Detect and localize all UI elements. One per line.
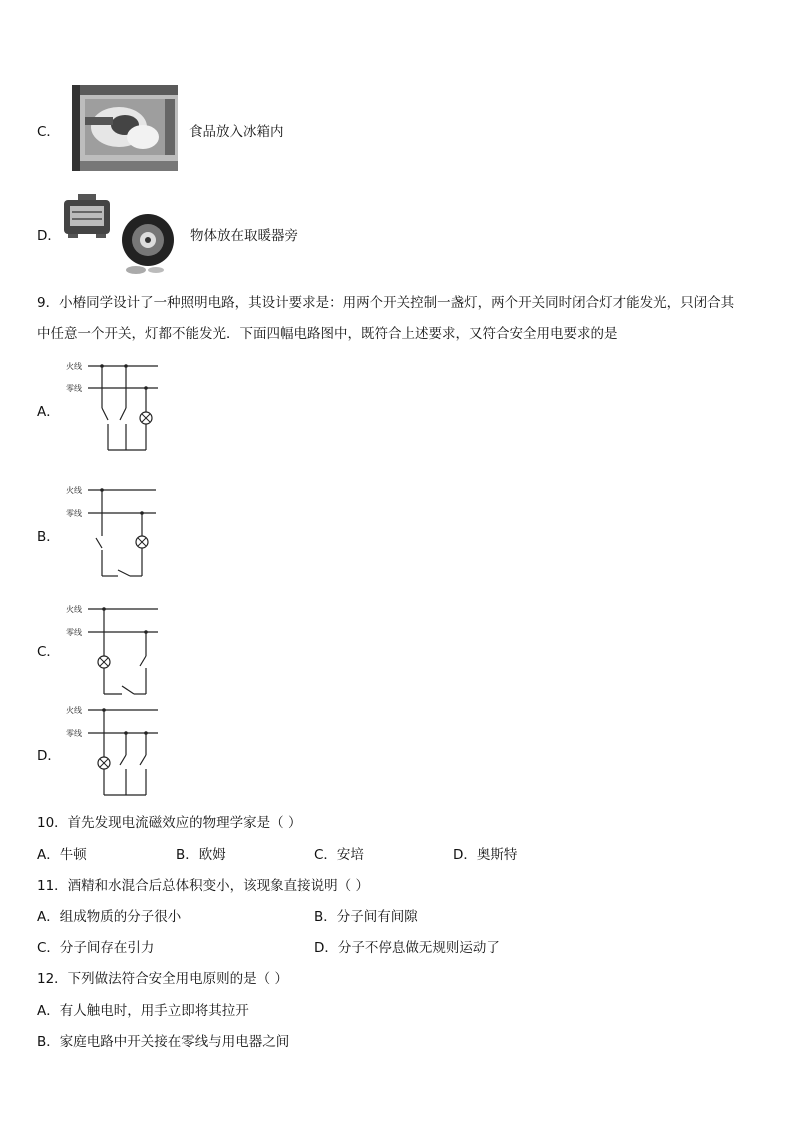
q10-option-c: C．安培 (314, 847, 364, 863)
q11-option-c: C．分子间存在引力 (37, 940, 155, 956)
live-wire-label: 火线 (66, 605, 82, 614)
q9-option-c-letter: C． (37, 644, 60, 660)
q12-option-b: B．家庭电路中开关接在零线与用电器之间 (37, 1034, 290, 1050)
q8-option-c-text: 食品放入冰箱内 (189, 124, 284, 140)
q10-stem: 10．首先发现电流磁效应的物理学家是（ ） (37, 815, 302, 831)
heater-photo (60, 192, 180, 276)
fridge-photo (69, 83, 181, 173)
circuit-diagram-a (64, 356, 164, 456)
q11-stem: 11．酒精和水混合后总体积变小，该现象直接说明（ ） (37, 878, 369, 894)
q12-option-a: A．有人触电时，用手立即将其拉开 (37, 1003, 249, 1019)
q9-option-d-letter: D． (37, 748, 61, 764)
q10-option-d: D．奥斯特 (453, 847, 518, 863)
q12-stem: 12．下列做法符合安全用电原则的是（ ） (37, 971, 288, 987)
q9-option-b-letter: B． (37, 529, 60, 545)
q11-option-d: D．分子不停息做无规则运动了 (314, 940, 500, 956)
circuit-diagram-b (64, 482, 164, 582)
neutral-wire-label: 零线 (66, 729, 82, 738)
q9-stem-line1: 9．小椿同学设计了一种照明电路，其设计要求是：用两个开关控制一盏灯，两个开关同时闭合灯才能发光，只闭合其 (37, 295, 735, 311)
live-wire-label: 火线 (66, 706, 82, 715)
neutral-wire-label: 零线 (66, 384, 82, 393)
neutral-wire-label: 零线 (66, 509, 82, 518)
q9-option-a-letter: A． (37, 404, 60, 420)
q11-option-b: B．分子间有间隙 (314, 909, 418, 925)
q10-option-b: B．欧姆 (176, 847, 226, 863)
q11-option-a: A．组成物质的分子很小 (37, 909, 182, 925)
live-wire-label: 火线 (66, 486, 82, 495)
q8-option-d-text: 物体放在取暖器旁 (190, 228, 298, 244)
q8-option-d-letter: D． (37, 228, 61, 244)
neutral-wire-label: 零线 (66, 628, 82, 637)
live-wire-label: 火线 (66, 362, 82, 371)
circuit-diagram-d (64, 701, 164, 801)
q9-stem-line2: 中任意一个开关，灯都不能发光．下面四幅电路图中，既符合上述要求，又符合安全用电要求的是 (37, 326, 618, 342)
q8-option-c-letter: C． (37, 124, 60, 140)
q10-option-a: A．牛顿 (37, 847, 87, 863)
circuit-diagram-c (64, 600, 164, 700)
